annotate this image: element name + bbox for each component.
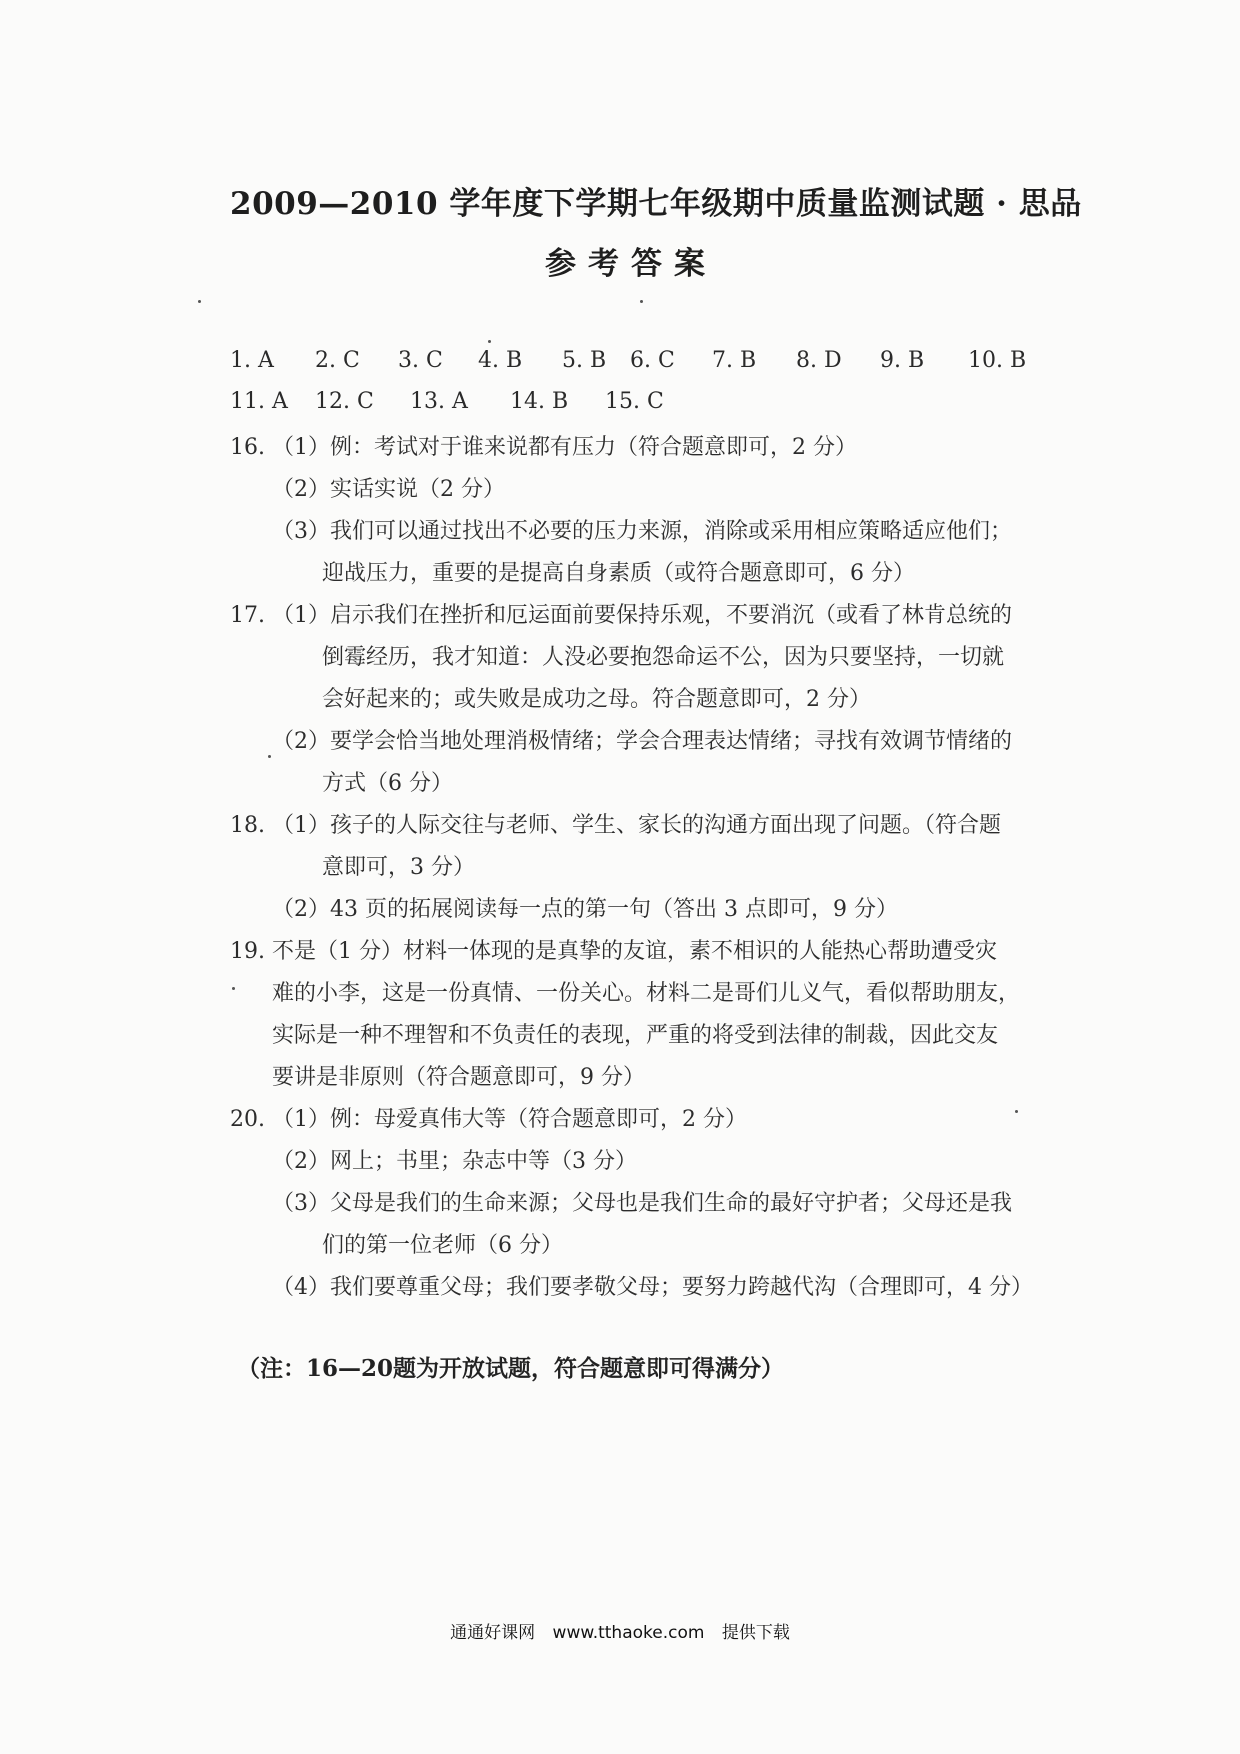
mc-answer: 10. B xyxy=(968,348,1027,373)
footnote: （注：16—20题为开放试题，符合题意即可得满分） xyxy=(237,1355,785,1382)
mc-answer: 3. C xyxy=(398,348,443,373)
mc-answer: 2. C xyxy=(315,348,360,373)
answer-16-part-3-cont: 迎战压力，重要的是提高自身素质（或符合题意即可，6 分） xyxy=(322,561,915,586)
answer-18-part-2: （2）43 页的拓展阅读每一点的第一句（答出 3 点即可，9 分） xyxy=(272,897,898,922)
answer-18-part-1: 18. （1）孩子的人际交往与老师、学生、家长的沟通方面出现了问题。（符合题 xyxy=(230,813,1001,838)
answer-19-line-2: 难的小李，这是一份真情、一份关心。材料二是哥们儿义气，看似帮助朋友， xyxy=(272,981,1021,1006)
mc-answer: 12. C xyxy=(315,389,374,414)
answer-17-part-1-cont: 倒霉经历，我才知道：人没必要抱怨命运不公，因为只要坚持，一切就 xyxy=(322,645,1005,670)
answer-20-part-1: 20. （1）例：母爱真伟大等（符合题意即可，2 分） xyxy=(230,1107,747,1132)
answer-16-part-3: （3）我们可以通过找出不必要的压力来源，消除或采用相应策略适应他们； xyxy=(272,519,1012,544)
answer-17-part-2-cont: 方式（6 分） xyxy=(322,771,453,796)
mc-answer: 4. B xyxy=(478,348,523,373)
answer-19-line-4: 要讲是非原则（符合题意即可，9 分） xyxy=(272,1065,645,1090)
page-footer xyxy=(0,1618,1240,1643)
mc-answer: 8. D xyxy=(796,348,842,373)
footer-site-name: 通通好课网 xyxy=(450,1623,536,1643)
footer-suffix: 提供下载 xyxy=(721,1623,790,1643)
mc-answer: 7. B xyxy=(712,348,757,373)
mc-answer: 14. B xyxy=(510,389,569,414)
document-title: 2009—2010 学年度下学期七年级期中质量监测试题 · 思品 xyxy=(230,186,1082,222)
scan-speck xyxy=(488,340,491,343)
mc-answer: 11. A xyxy=(230,389,288,414)
footer-url[interactable]: www.tthaoke.com xyxy=(552,1623,705,1643)
document-subtitle: 参考答案 xyxy=(545,246,717,282)
scan-speck xyxy=(640,300,643,303)
scan-speck xyxy=(1015,1110,1018,1113)
scan-speck xyxy=(268,755,271,758)
mc-answer: 6. C xyxy=(630,348,675,373)
mc-answer: 5. B xyxy=(562,348,607,373)
answer-16-part-2: （2）实话实说（2 分） xyxy=(272,477,505,502)
answer-18-part-1-cont: 意即可，3 分） xyxy=(322,855,475,880)
answer-17-part-2: （2）要学会恰当地处理消极情绪；学会合理表达情绪；寻找有效调节情绪的 xyxy=(272,729,1012,754)
answer-19-line-1: 19. 不是（1 分）材料一体现的是真挚的友谊，素不相识的人能热心帮助遭受灾 xyxy=(230,939,997,964)
answer-20-part-4: （4）我们要尊重父母；我们要孝敬父母；要努力跨越代沟（合理即可，4 分） xyxy=(272,1275,1033,1300)
answer-16-part-1: 16. （1）例：考试对于谁来说都有压力（符合题意即可，2 分） xyxy=(230,435,857,460)
scan-speck xyxy=(232,987,235,990)
mc-answer: 13. A xyxy=(410,389,468,414)
answer-17-part-1: 17. （1）启示我们在挫折和厄运面前要保持乐观，不要消沉（或看了林肯总统的 xyxy=(230,603,1012,628)
answer-20-part-3-cont: 们的第一位老师（6 分） xyxy=(322,1233,563,1258)
answer-19-line-3: 实际是一种不理智和不负责任的表现，严重的将受到法律的制裁，因此交友 xyxy=(272,1023,999,1048)
mc-answer: 9. B xyxy=(880,348,925,373)
answer-20-part-3: （3）父母是我们的生命来源；父母也是我们生命的最好守护者；父母还是我 xyxy=(272,1191,1012,1216)
scan-speck xyxy=(198,300,201,303)
answer-20-part-2: （2）网上；书里；杂志中等（3 分） xyxy=(272,1149,637,1174)
answer-17-part-1-cont: 会好起来的；或失败是成功之母。符合题意即可，2 分） xyxy=(322,687,871,712)
mc-answer: 1. A xyxy=(230,348,274,373)
mc-answer: 15. C xyxy=(605,389,664,414)
